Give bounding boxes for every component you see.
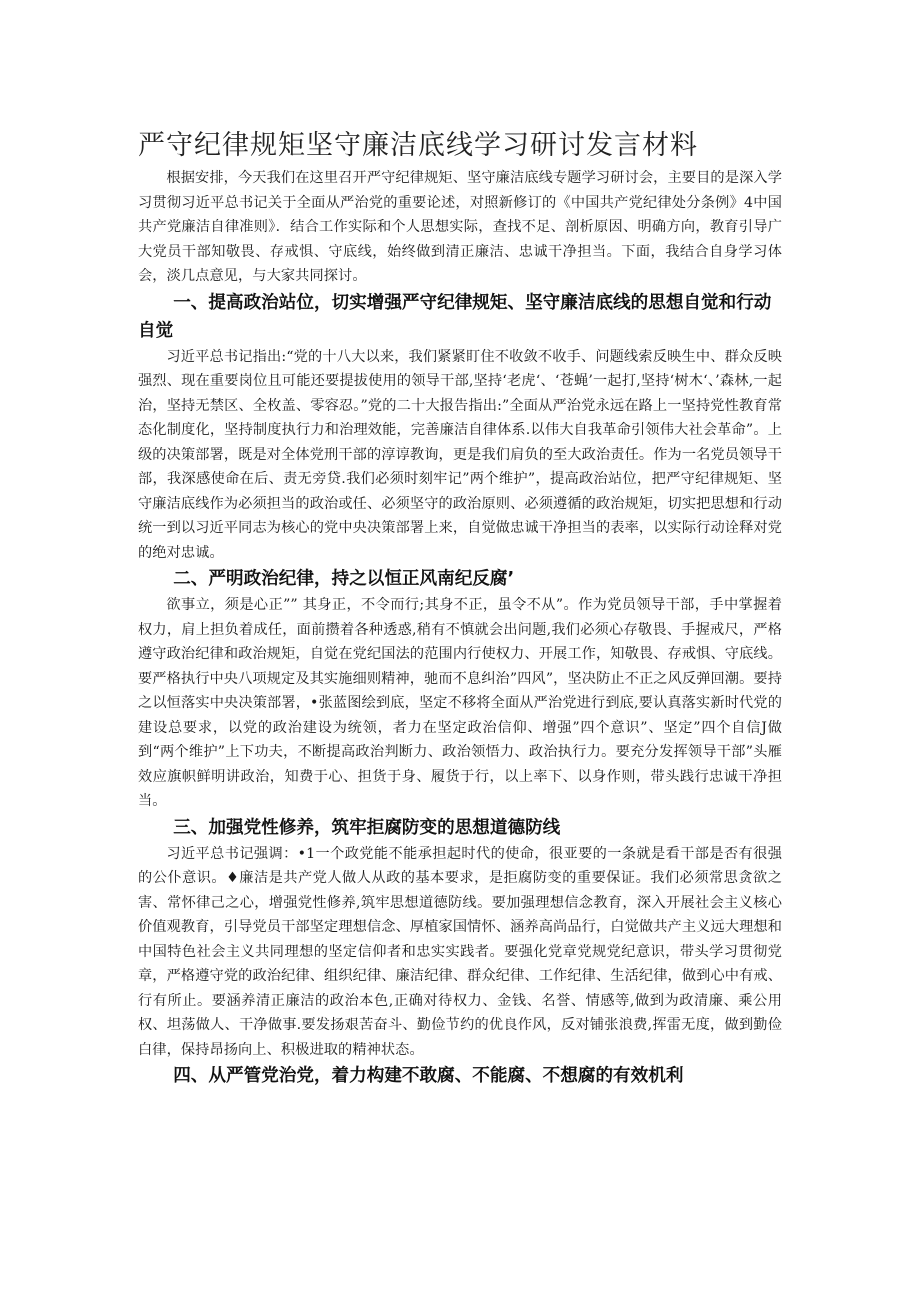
section-body-2: 欲事立，须是心正”” 其身正，不令而行;其身不正，虽令不从”。作为党员领导干部，手中掌握着权力，肩上担负着成任，面前攒着各种透惑,稍有不慎就会出问题,我们必须心存敬畏、手握戒尺，严格遵守政治纪律和政治规矩，自觉在党纪国法的范围内行使权力、开展工作，知敬畏、存戒惧、守底线。要严格执行中央八项规定及其实施细则精神，驰而不息纠治”四风”，坚决防止不正之风反弹回潮。要持之以恒落实中央决策部署，•张蓝图绘到底，坚定不移将全面从严治党进行到底,要认真落实新时代党的建设总要求，以党的政治建设为统领，者力在坚定政治信仰、增强”四个意识”、坚定”四个自信J做到“两个维护”上下功夫，不断提高政治判断力、政治领悟力、政治执行力。要充分发挥领导干部”头雁效应旗帜鲜明讲政治，知费于心、担货于身、履货于行，以上率下、以身作则，带头践行忠诚干净担当。 [138, 597, 782, 809]
section-heading-1: 一、提高政治站位，切实增强严守纪律规矩、坚守廉洁底线的思想自觉和行动自觉 [138, 292, 772, 341]
section-body-3: 习近平总书记强调：•1一个政党能不能承担起时代的使命，很亚要的一条就是看干部是否有很强的公仆意识。♦廉洁是共产党人做人从政的基本要求，是拒腐防变的重要保证。我们必须常思贪欲之害、常怀律己之心，增强党性修养,筑牢思想道德防线。要加强理想信念教育，深入开展社会主义核心价值观教育，引导党员干部坚定理想信念、厚植家国情怀、涵养高尚品行，白觉做共产主义远大理想和中国特色社会主义共同理想的坚定信仰者和忠实实践者。要强化党章党规党纪意识，带头学习贯彻党章，严格遵守党的政治纪律、组织纪律、廉洁纪律、群众纪律、工作纪律、生活纪律，做到心中有戒、行有所止。要涵养清正廉洁的政治本色,正确对待权力、金钱、名誉、情感等,做到为政清廉、乘公用权、坦荡做人、干净做事.要发扬艰苦奋斗、勤俭节约的优良作风，反对铺张浪费,挥雷无度，做到勤俭白律，保持昂扬向上、积极进取的精神状态。 [138, 845, 782, 1058]
section-body-1: 习近平总书记指出:“党的十八大以来，我们紧紧盯住不收敛不收手、问题线索反映生中、群众反映强烈、现在重要岗位且可能还要提拔使用的领导干部,坚持‘老虎‘、‘苍蝇’一起打,坚持‘树木‘、’森林,一起治，坚持无禁区、全枚盖、零容忍。”党的二十大报告指出:”全面从严治党永远在路上一坚持党性教育常态化制度化，坚持制度执行力和治理效能，完善廉洁自律体系.以伟大自我革命引领伟大社会革命”。上级的决策部署，既是对全体党刑干部的淳谆教询，更是我们肩负的至大政治责任。作为一名党员领导干部，我深感使命在后、责无旁贷.我们必须时刻牢记”两个维护”，提高政治站位，把严守纪律规矩、坚守廉洁底线作为必须担当的政治或任、必须坚守的政治原则、必须遵循的政治规矩，切实把思想和行动统一到以习近平同志为核心的党中央决策部署上来，自觉做忠诚干净担当的表率，以实际行动诠释对党的绝对忠诚。 [138, 348, 782, 561]
section-heading-2: 二、严明政治纪律，持之以恒正风南纪反腐’ [173, 569, 515, 589]
page-title: 严守纪律规矩坚守廉洁底线学习研讨发言材料 [138, 130, 698, 161]
section-heading-3: 三、加强党性修养，筑牢拒腐防变的思想道德防线 [173, 817, 561, 838]
section-heading-4: 四、从严管党治党，着力构建不敢腐、不能腐、不想腐的有效机利 [173, 1066, 684, 1086]
intro-paragraph: 根据安排，今天我们在这里召开严守纪律规矩、坚守廉洁底线专题学习研讨会，主要目的是深入学习贯彻习近平总书记关于全面从严治党的重要论述，对照新修订的《中国共产党纪律处分条例》4中国共产党廉洁自律准则》．结合工作实际和个人思想实际，查找不足、剖析原因、明确方向，教育引导广大党员干部知敬畏、存戒惧、守底线，始终做到清正廉洁、忠诚干净担当。下面，我结合自身学习体会，淡几点意见，与大家共同探讨。 [138, 170, 782, 284]
